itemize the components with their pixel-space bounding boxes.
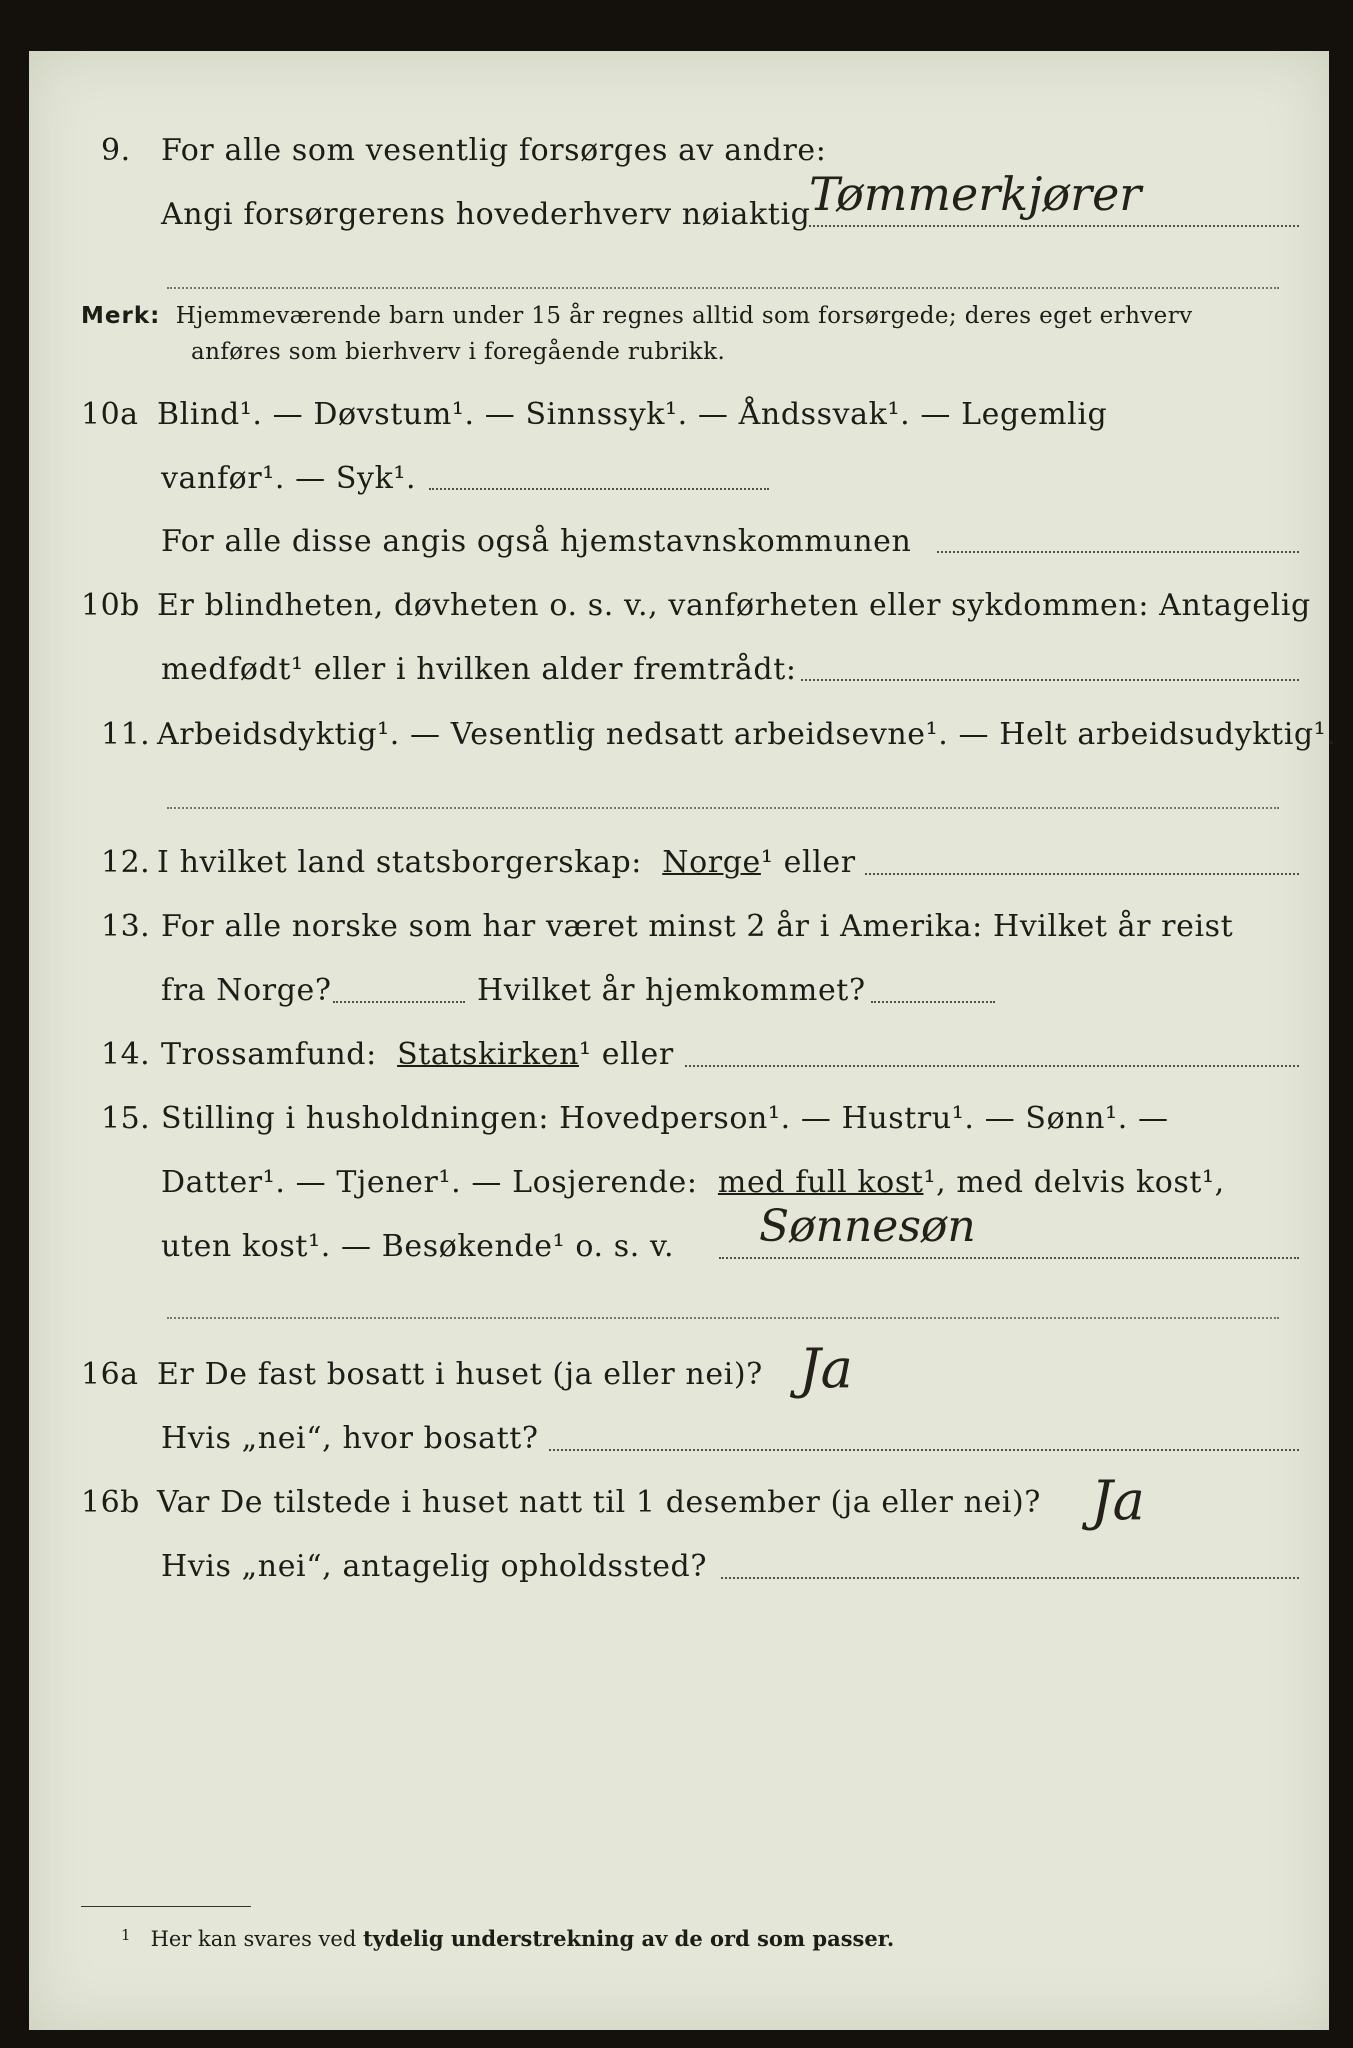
separator-rule [167, 807, 1279, 809]
q10b-line2: medfødt¹ eller i hvilken alder fremtrådt: [161, 652, 797, 687]
q10b-line1: Er blindheten, døvheten o. s. v., vanførheten eller sykdommen: Antagelig [157, 588, 1311, 623]
merk-line1 [81, 303, 1192, 329]
q13-hjemkommet-line [871, 1001, 995, 1003]
q9-line2: Angi forsørgerens hovederhverv nøiaktig [161, 197, 811, 232]
q15-number: 15. [101, 1101, 151, 1136]
q16b-line2: Hvis „nei“, antagelig opholdssted? [161, 1549, 708, 1584]
q15-line1: Stilling i husholdningen: Hovedperson¹. — Hustru¹. — Sønn¹. — [161, 1101, 1169, 1136]
q13-reist-line [333, 1001, 465, 1003]
q15-line2 [161, 1165, 1225, 1200]
q16b-handwritten-answer: Ja [1091, 1469, 1145, 1532]
q14-answer-line [685, 1065, 1299, 1067]
q13-line1: For alle norske som har været minst 2 år i Amerika: Hvilket år reist [161, 909, 1234, 944]
q9-handwritten-answer: Tømmerkjører [809, 167, 1142, 221]
q16a-bosatt-line [549, 1449, 1299, 1451]
q10a-line2: vanfør¹. — Syk¹. [161, 461, 417, 496]
q14-number: 14. [101, 1037, 151, 1072]
q10a-line3: For alle disse angis også hjemstavnskommunen [161, 524, 912, 559]
q10a-answer-line [429, 488, 769, 490]
q14-line1 [161, 1037, 674, 1072]
q9-number: 9. [101, 133, 131, 168]
merk-label: Merk: [81, 303, 161, 329]
q12-selected-norge: Norge [662, 845, 761, 880]
q12-prefix: I hvilket land statsborgerskap: [157, 845, 642, 880]
q11-number: 11. [101, 717, 151, 752]
q10b-answer-line [801, 679, 1299, 681]
footnote-rule [81, 1906, 251, 1907]
q13-number: 13. [101, 909, 151, 944]
q14-suffix: ¹ eller [579, 1037, 674, 1072]
q10a-home-municipality-line [937, 551, 1299, 553]
q13-line2a: fra Norge? [161, 973, 332, 1008]
q14-prefix: Trossamfund: [161, 1037, 377, 1072]
q15-line2a: Datter¹. — Tjener¹. — Losjerende: [161, 1165, 698, 1200]
q12-answer-line [865, 873, 1299, 875]
separator-rule [167, 1317, 1279, 1319]
q16b-number: 16b [81, 1485, 140, 1520]
q12-suffix: ¹ eller [760, 845, 856, 880]
q16a-line2: Hvis „nei“, hvor bosatt? [161, 1421, 539, 1456]
q11-line1: Arbeidsdyktig¹. — Vesentlig nedsatt arbeidsevne¹. — Helt arbeidsudyktig¹. [157, 717, 1337, 752]
footnote-mark: 1 [121, 1926, 131, 1944]
q9-line1: For alle som vesentlig forsørges av andre: [161, 133, 827, 168]
q12-line1 [157, 845, 856, 880]
q14-selected-statskirken: Statskirken [397, 1037, 579, 1072]
footnote [121, 1926, 894, 1951]
merk-line2: anføres som bierhverv i foregående rubrikk. [191, 339, 726, 365]
q16b-line1: Var De tilstede i huset natt til 1 desember (ja eller nei)? [157, 1485, 1041, 1520]
q15-line3: uten kost¹. — Besøkende¹ o. s. v. [161, 1229, 675, 1264]
q15-line2b: ¹, med delvis kost¹, [923, 1165, 1225, 1200]
q15-answer-line [719, 1257, 1299, 1259]
q10b-number: 10b [81, 588, 140, 623]
q13-line2b: Hvilket år hjemkommet? [477, 973, 866, 1008]
q15-handwritten-answer: Sønnesøn [759, 1201, 976, 1252]
q16a-line1: Er De fast bosatt i huset (ja eller nei)? [157, 1357, 763, 1392]
q15-selected-med-full-kost: med full kost [717, 1165, 924, 1200]
footnote-bold-text: tydelig understrekning av de ord som passer. [362, 1926, 895, 1951]
q16b-opholdssted-line [721, 1577, 1299, 1579]
census-form-page [29, 51, 1337, 2030]
q10a-line1: Blind¹. — Døvstum¹. — Sinnssyk¹. — Åndssvak¹. — Legemlig [157, 397, 1108, 432]
q12-number: 12. [101, 845, 151, 880]
q16a-number: 16a [81, 1357, 139, 1392]
q9-answer-line [809, 225, 1299, 227]
merk-text1: Hjemmeværende barn under 15 år regnes alltid som forsørgede; deres eget erhverv [175, 303, 1193, 329]
q16a-handwritten-answer: Ja [799, 1337, 853, 1400]
separator-rule [167, 287, 1279, 289]
footnote-text: Her kan svares ved [150, 1927, 357, 1951]
q10a-number: 10a [81, 397, 139, 432]
